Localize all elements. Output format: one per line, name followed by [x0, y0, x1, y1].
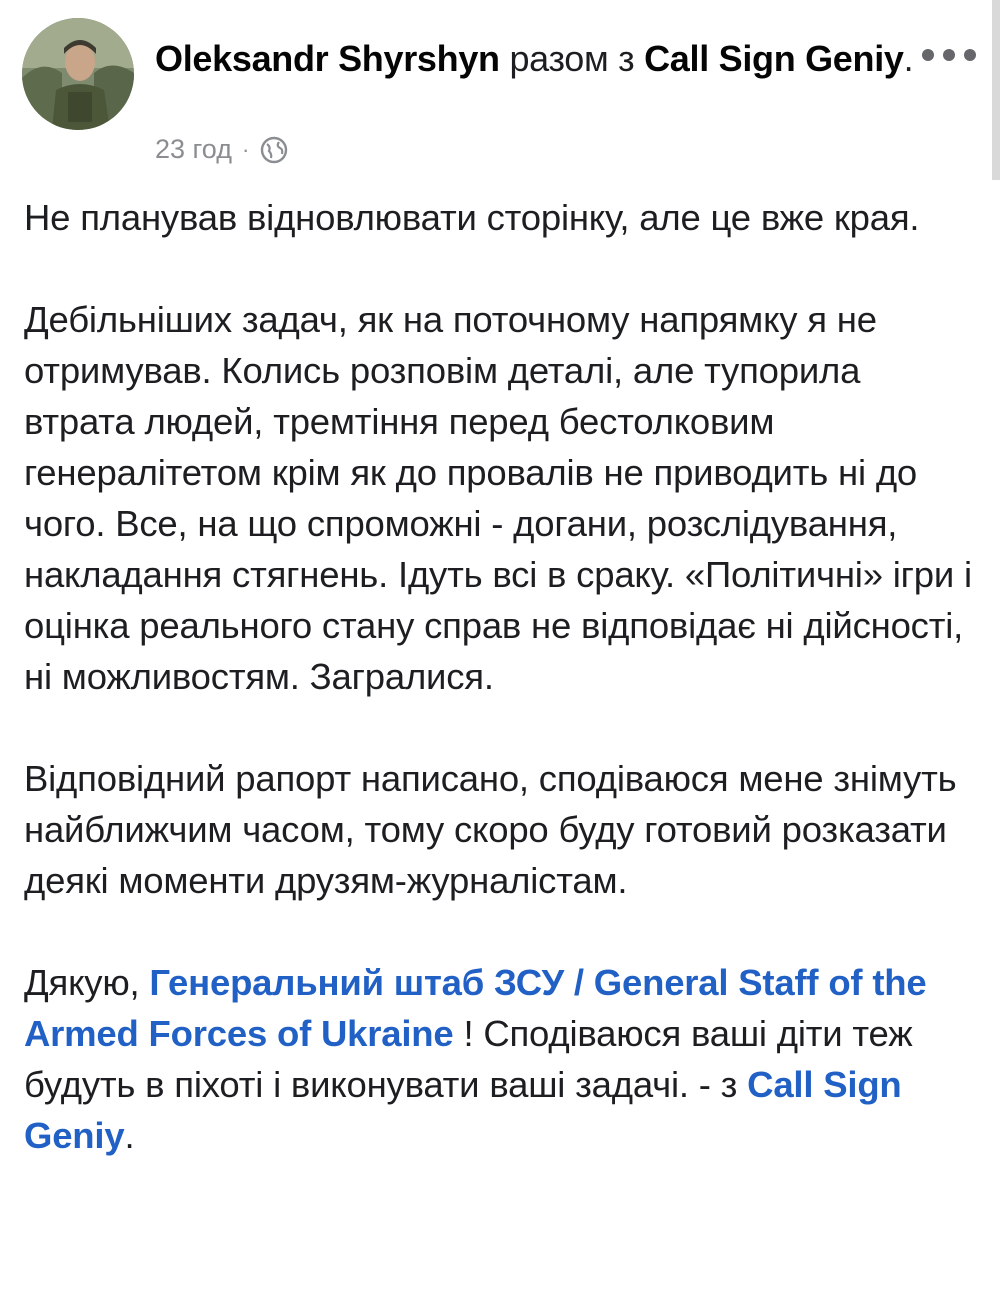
more-dot-1: [922, 49, 934, 61]
post-paragraph-2: Дебільніших задач, як на поточному напрямку я не отримував. Колись розповім деталі, але тупорила втрата людей, тремтіння перед бестолковим генералітетом крім як до провалів не приводить ні до чого. Все, на що спроможні - догани, розслідування, накладання стягнень. Ідуть всі в сраку. «Політичні» ігри і оцінка реального стану справ не відповідає ні дійсності, ні можливостям. Загралися.: [24, 299, 972, 697]
closing-prefix: Дякую,: [24, 962, 140, 1003]
meta-separator: ·: [241, 136, 250, 162]
post-paragraph-1: Не планував відновлювати сторінку, але це вже края.: [24, 197, 920, 238]
with-label: разом з: [509, 38, 635, 79]
post-header: [155, 34, 915, 84]
post-meta: [155, 134, 289, 165]
scrollbar[interactable]: [992, 0, 1000, 180]
post-timestamp[interactable]: 23 год: [155, 134, 232, 164]
header-title: [155, 34, 915, 84]
globe-icon: [259, 135, 289, 165]
closing-suffix: .: [124, 1115, 135, 1156]
more-dot-2: [943, 49, 955, 61]
general-staff-link[interactable]: Генеральний штаб ЗСУ / General Staff of the Armed Forces of Ukraine: [24, 962, 927, 1054]
post-closing-paragraph: [24, 957, 974, 1161]
post-paragraph-3: Відповідний рапорт написано, сподіваюся мене знімуть найближчим часом, тому скоро буду готовий розказати деякі моменти друзям-журналістам.: [24, 758, 957, 901]
tagged-page-name[interactable]: Call Sign Geniy: [644, 38, 904, 79]
more-options-button[interactable]: [922, 40, 976, 70]
post-body: [24, 192, 974, 1161]
tagged-suffix: .: [903, 38, 914, 79]
avatar-photo: [22, 18, 134, 130]
author-avatar[interactable]: [22, 18, 134, 130]
author-name[interactable]: Oleksandr Shyrshyn: [155, 38, 500, 79]
more-dot-3: [964, 49, 976, 61]
closing-middle: ! Сподіваюся ваші діти теж будуть в піхоті і виконувати ваші задачі. - з: [24, 1013, 913, 1105]
call-sign-geniy-link[interactable]: Call Sign Geniy: [24, 1064, 902, 1156]
